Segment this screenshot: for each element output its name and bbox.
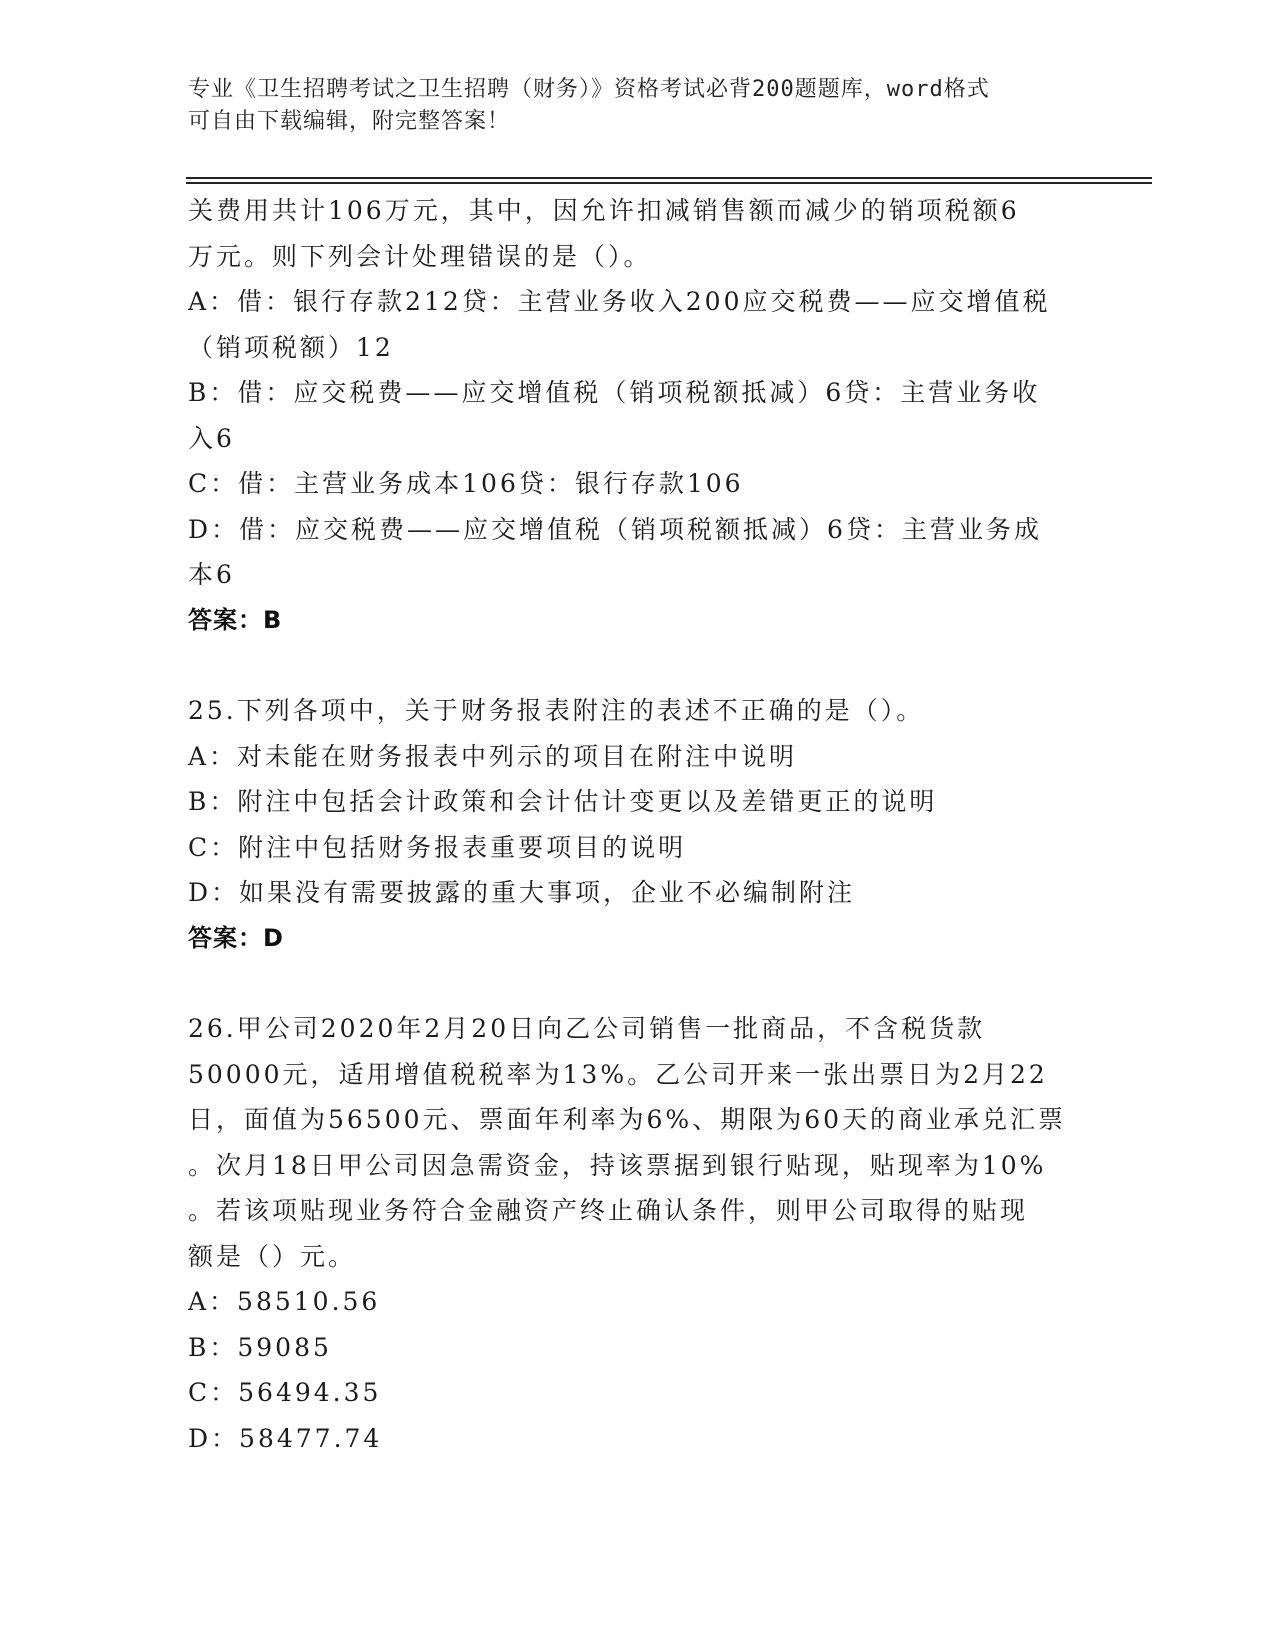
header-divider-top xyxy=(186,177,1152,179)
option-d-continued: 本6 xyxy=(188,560,235,589)
header-title-line-2: 可自由下载编辑，附完整答案！ xyxy=(188,109,511,134)
question-stem-line: 50000元，适用增值税税率为13%。乙公司开来一张出票日为2月22 xyxy=(188,1059,1048,1089)
question-stem-line: 。次月18日甲公司因急需资金，持该票据到银行贴现，贴现率为10% xyxy=(188,1150,1047,1180)
option-c: C：借：主营业务成本106贷：银行存款106 xyxy=(188,469,744,498)
question-stem-line: 额是（）元。 xyxy=(188,1241,357,1271)
document-body xyxy=(188,188,1088,1461)
option-a: A：58510.56 xyxy=(188,1287,381,1316)
question-stem-line: 关费用共计106万元，其中，因允许扣减销售额而减少的销项税额6 xyxy=(188,196,1020,225)
answer-label: 答案：B xyxy=(188,605,283,634)
spacer xyxy=(188,643,1088,688)
question-25 xyxy=(188,688,1088,961)
option-b: B：借：应交税费——应交增值税（销项税额抵减）6贷：主营业务收 xyxy=(188,378,1041,407)
option-b-continued: 入6 xyxy=(188,423,235,453)
question-stem: 25.下列各项中，关于财务报表附注的表述不正确的是（）。 xyxy=(188,696,925,725)
question-stem-line: 万元。则下列会计处理错误的是（）。 xyxy=(188,241,652,271)
question-stem-line: 26.甲公司2020年2月20日向乙公司销售一批商品，不含税货款 xyxy=(188,1014,986,1043)
option-a: A：借：银行存款212贷：主营业务收入200应交税费——应交增值税 xyxy=(188,287,1051,316)
option-d: D：如果没有需要披露的重大事项，企业不必编制附注 xyxy=(188,878,856,907)
document-header xyxy=(188,74,1068,138)
option-d: D：借：应交税费——应交增值税（销项税额抵减）6贷：主营业务成 xyxy=(188,514,1042,544)
option-a-continued: （销项税额）12 xyxy=(188,332,394,362)
question-26 xyxy=(188,1006,1088,1461)
answer-label: 答案：D xyxy=(188,923,284,952)
option-b: B：附注中包括会计政策和会计估计变更以及差错更正的说明 xyxy=(188,787,938,816)
option-d: D：58477.74 xyxy=(188,1423,383,1453)
option-c: C：56494.35 xyxy=(188,1378,382,1407)
question-stem-line: 日，面值为56500元、票面年利率为6%、期限为60天的商业承兑汇票 xyxy=(188,1105,1067,1134)
header-divider-bottom xyxy=(186,182,1152,184)
option-a: A：对未能在财务报表中列示的项目在附注中说明 xyxy=(188,741,798,771)
spacer xyxy=(188,961,1088,1006)
question-continued xyxy=(188,188,1088,643)
header-title-line-1: 专业《卫生招聘考试之卫生招聘（财务）》资格考试必背200题题库，word格式 xyxy=(188,77,990,102)
option-b: B：59085 xyxy=(188,1332,332,1362)
question-stem-line: 。若该项贴现业务符合金融资产终止确认条件，则甲公司取得的贴现 xyxy=(188,1196,1029,1225)
option-c: C：附注中包括财务报表重要项目的说明 xyxy=(188,832,687,862)
